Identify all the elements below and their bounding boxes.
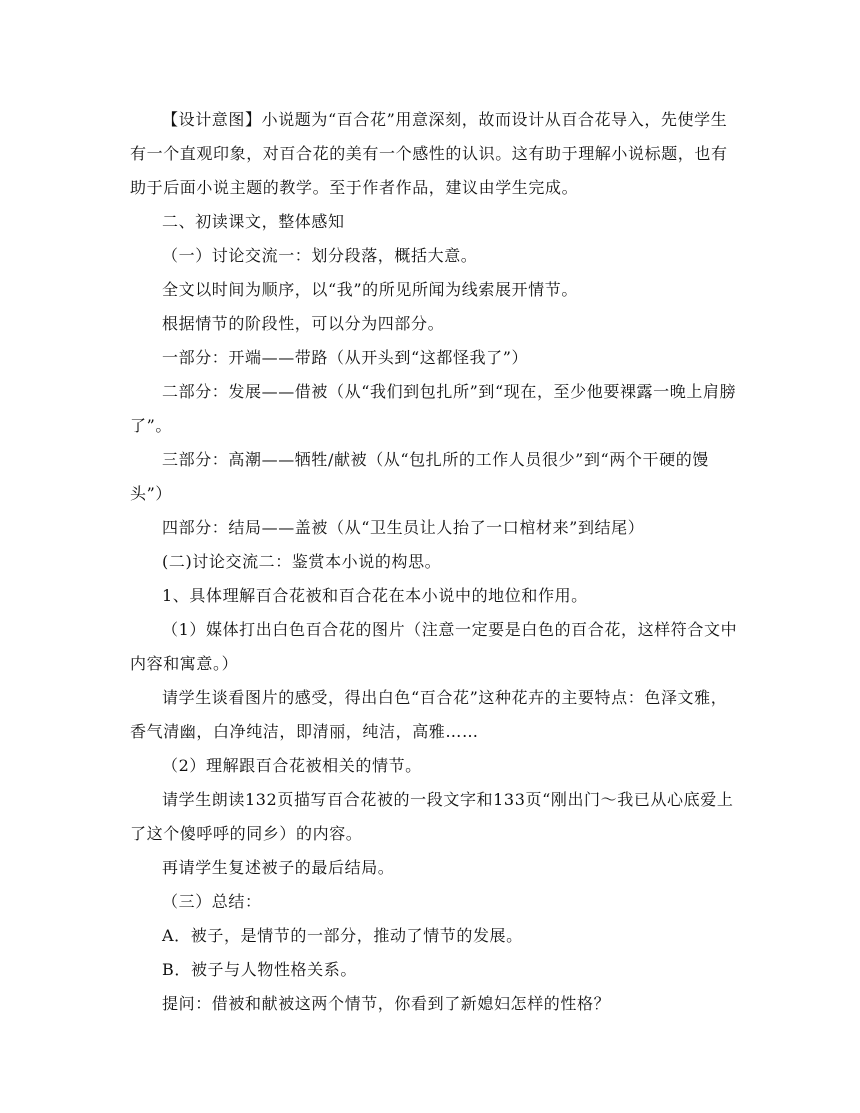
paragraph-lily-features: 请学生谈看图片的感受，得出白色“百合花”这种花卉的主要特点：色泽文雅，香气清幽，白净纯洁，即清丽，纯洁，高雅…… <box>130 688 728 741</box>
paragraph-read-aloud: 请学生朗读132页描写百合花被的一段文字和133页“刚出门～我已从心底爱上了这个傻呼呼的同乡）的内容。 <box>130 790 734 843</box>
document-body <box>130 103 740 1021</box>
point-one-role-of-quilt: 1、具体理解百合花被和百合花在本小说中的地位和作用。 <box>162 586 588 605</box>
step-one-show-image: （1）媒体打出白色百合花的图片（注意一定要是白色的百合花，这样符合文中内容和寓意。） <box>130 620 738 673</box>
paragraph-retell-ending: 再请学生复述被子的最后结局。 <box>162 858 395 877</box>
summary-point-b: B．被子与人物性格关系。 <box>162 960 357 979</box>
subheading-summary: （三）总结： <box>162 892 262 911</box>
step-two-plot: （2）理解跟百合花被相关的情节。 <box>162 756 422 775</box>
paragraph-four-parts: 根据情节的阶段性，可以分为四部分。 <box>162 314 445 333</box>
subheading-discussion-one: （一）讨论交流一：划分段落，概括大意。 <box>162 246 478 265</box>
paragraph-structure-clue: 全文以时间为顺序，以“我”的所见所闻为线索展开情节。 <box>162 280 578 299</box>
paragraph-design-intent: 【设计意图】小说题为“百合花”用意深刻，故而设计从百合花导入，先使学生有一个直观印象，对百合花的美有一个感性的认识。这有助于理解小说标题，也有助于后面小说主题的教学。至于作者作品，建议由学生完成。 <box>130 110 728 197</box>
summary-point-a: A．被子，是情节的一部分，推动了情节的发展。 <box>162 926 523 945</box>
section-heading-first-reading: 二、初读课文，整体感知 <box>162 212 345 231</box>
part-three: 三部分：高潮——牺牲/献被（从“包扎所的工作人员很少”到“两个干硬的馒头”） <box>130 450 709 503</box>
part-two: 二部分：发展——借被（从“我们到包扎所”到“现在，至少他要裸露一晚上肩膀了”。 <box>130 382 737 435</box>
subheading-discussion-two: (二)讨论交流二：鉴赏本小说的构思。 <box>162 552 442 571</box>
part-four: 四部分：结局——盖被（从“卫生员让人抬了一口棺材来”到结尾） <box>162 518 645 537</box>
part-one: 一部分：开端——带路（从开头到“这都怪我了”） <box>162 348 529 367</box>
question-character: 提问：借被和献被这两个情节，你看到了新媳妇怎样的性格？ <box>162 994 611 1013</box>
